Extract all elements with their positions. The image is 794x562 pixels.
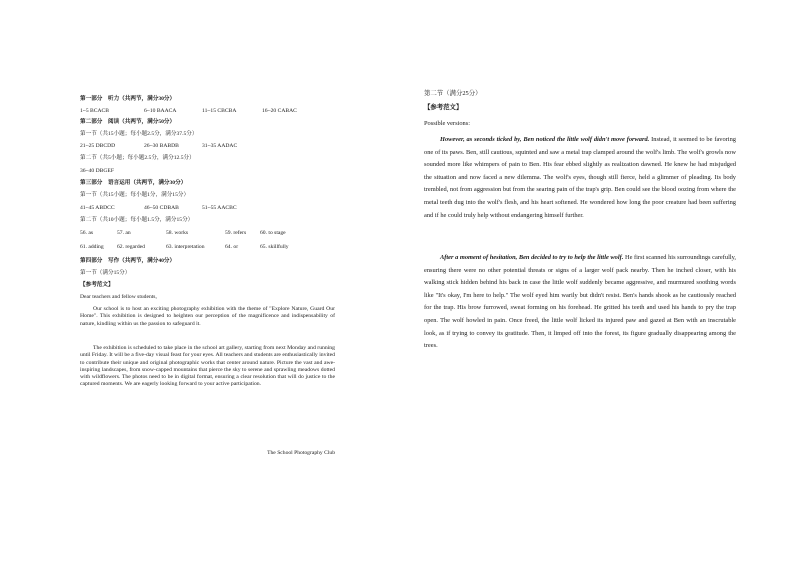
- letter-paragraph-2: The exhibition is scheduled to take place in the school art gallery, starting from next Monday and running until Friday. It will be a five-day visual feast for your eyes. All teachers and students are enthusiastically invited to contribute their unique and original photographic works that center around nature. Picture the vast and awe-inspiring landscapes, from snow-capped mountains that pierce the sky to serene and sprawling meadows dotted with wildflowers. The photos need to be in digital format, ensuring a clear resolution that will do justice to the captured moments. We are eagerly looking forward to your active participation.: [80, 345, 335, 388]
- letter-greeting: Dear teachers and fellow students,: [80, 294, 157, 300]
- grammar-answer: 59. refers: [225, 230, 247, 236]
- answer-group: 21~25 DBCDD: [80, 143, 116, 149]
- grammar-answer: 61. adding: [80, 244, 104, 250]
- reading-sec2-title: 第二节（共5小题；每小题2.5分，满分12.5分）: [80, 155, 195, 161]
- story-paragraph-1: [424, 134, 736, 222]
- part4-title: 第四部分 写作（共两节，满分40分）: [80, 258, 176, 264]
- answer-group: 26~30 BABDB: [144, 143, 179, 149]
- grammar-answer: 57. an: [117, 230, 131, 236]
- answer-group: 31~35 AADAC: [202, 143, 238, 149]
- grammar-answer: 58. works: [166, 230, 189, 236]
- writing-sec1-title: 第一节（满分15分）: [80, 270, 131, 276]
- paragraph-2-body: He first scanned his surroundings carefully, ensuring there were no other potential threats or signs of a larger wolf pack nearby. Then he inched closer, with his walking stick hidden behind his back in case the little wolf suddenly became aggressive, and murmured soothing words like "It's okay, I'm here to help." The wolf eyed him warily but didn't resist. Ben's hands shook as he cautiously reached for the trap. His brow furrowed, sweat forming on his forehead. He gritted his teeth and used his hands to pry the trap open. The wolf howled in pain. Once freed, the little wolf licked its injured paw and gazed at Ben with an inscrutable look, as if trying to convey its gratitude. Then, it limped off into the forest, its figure gradually disappearing among the trees.: [424, 254, 737, 350]
- grammar-answer: 56. as: [80, 230, 94, 236]
- grammar-answer: 65. skillfully: [260, 244, 289, 250]
- letter-paragraph-1: Our school is to host an exciting photography exhibition with the theme of "Explore Nature, Guard Our Home". This exhibition is designed to heighten our perception of the magnificence and indispensability of nature, kindling within us the passion to safeguard it.: [80, 306, 335, 327]
- answer-group: 46~50 CDBAB: [144, 205, 179, 211]
- letter-signature: The School Photography Club: [267, 450, 335, 456]
- sample-heading: 【参考范文】: [424, 104, 463, 111]
- lang-sec2-title: 第二节（共10小题；每小题1.5分，满分15分）: [80, 217, 194, 223]
- grammar-answer: 62. regarded: [117, 244, 145, 250]
- answer-group: 41~45 ABDCC: [80, 205, 115, 211]
- answer-group: 6~10 BAACA: [144, 108, 177, 114]
- answer-group: 1~5 BCACB: [80, 108, 109, 114]
- sec2-title: 第二节（满分25分）: [424, 90, 482, 97]
- lang-sec1-title: 第一节（共15小题；每小题1分，满分15分）: [80, 192, 190, 198]
- grammar-answer: 63. interpretation: [166, 244, 205, 250]
- part2-title: 第二部分 阅读（共两节，满分50分）: [80, 119, 176, 125]
- answer-group: 11~15 CBCBA: [202, 108, 237, 114]
- possible-versions-label: Possible versions:: [424, 120, 470, 127]
- paragraph-1-opening: However, as seconds ticked by, Ben noticed the little wolf didn't move forward.: [440, 136, 650, 143]
- part1-title: 第一部分 听力（共两节，满分30分）: [80, 96, 176, 102]
- paragraph-2-opening: After a moment of hesitation, Ben decided to try to help the little wolf.: [440, 254, 624, 261]
- answer-group: 51~55 AACBC: [202, 205, 237, 211]
- story-paragraph-2: [424, 252, 736, 353]
- part3-title: 第三部分 语言运用（共两节，满分30分）: [80, 180, 187, 186]
- reading-sec2-answer: 36~40 DBGEF: [80, 168, 114, 174]
- answer-group: 16~20 CABAC: [262, 108, 297, 114]
- paragraph-1-body: Instead, it seemed to be favoring one of its paws. Ben, still cautious, squinted and saw a metal trap clamped around the wolf's limb. The wolf's growls now sounded more like whimpers of pain to Ben. His fear ebbed slightly as realization dawned. He knew he had misjudged the situation and now faced a new dilemma. The wolf's eyes, though still fierce, held a glimmer of pleading. Its body trembled, not from aggression but from the searing pain of the trap's grip. Ben could see the blood oozing from where the metal teeth dug into the wolf's flesh, and his heart softened. He wondered how long the poor creature had been suffering and if he could truly help without endangering himself further.: [424, 136, 736, 219]
- reading-sec1-title: 第一节（共15小题；每小题2.5分，满分37.5分）: [80, 131, 198, 137]
- grammar-answer: 60. to stage: [260, 230, 286, 236]
- grammar-answer: 64. or: [225, 244, 239, 250]
- sample-heading: 【参考范文】: [80, 282, 114, 288]
